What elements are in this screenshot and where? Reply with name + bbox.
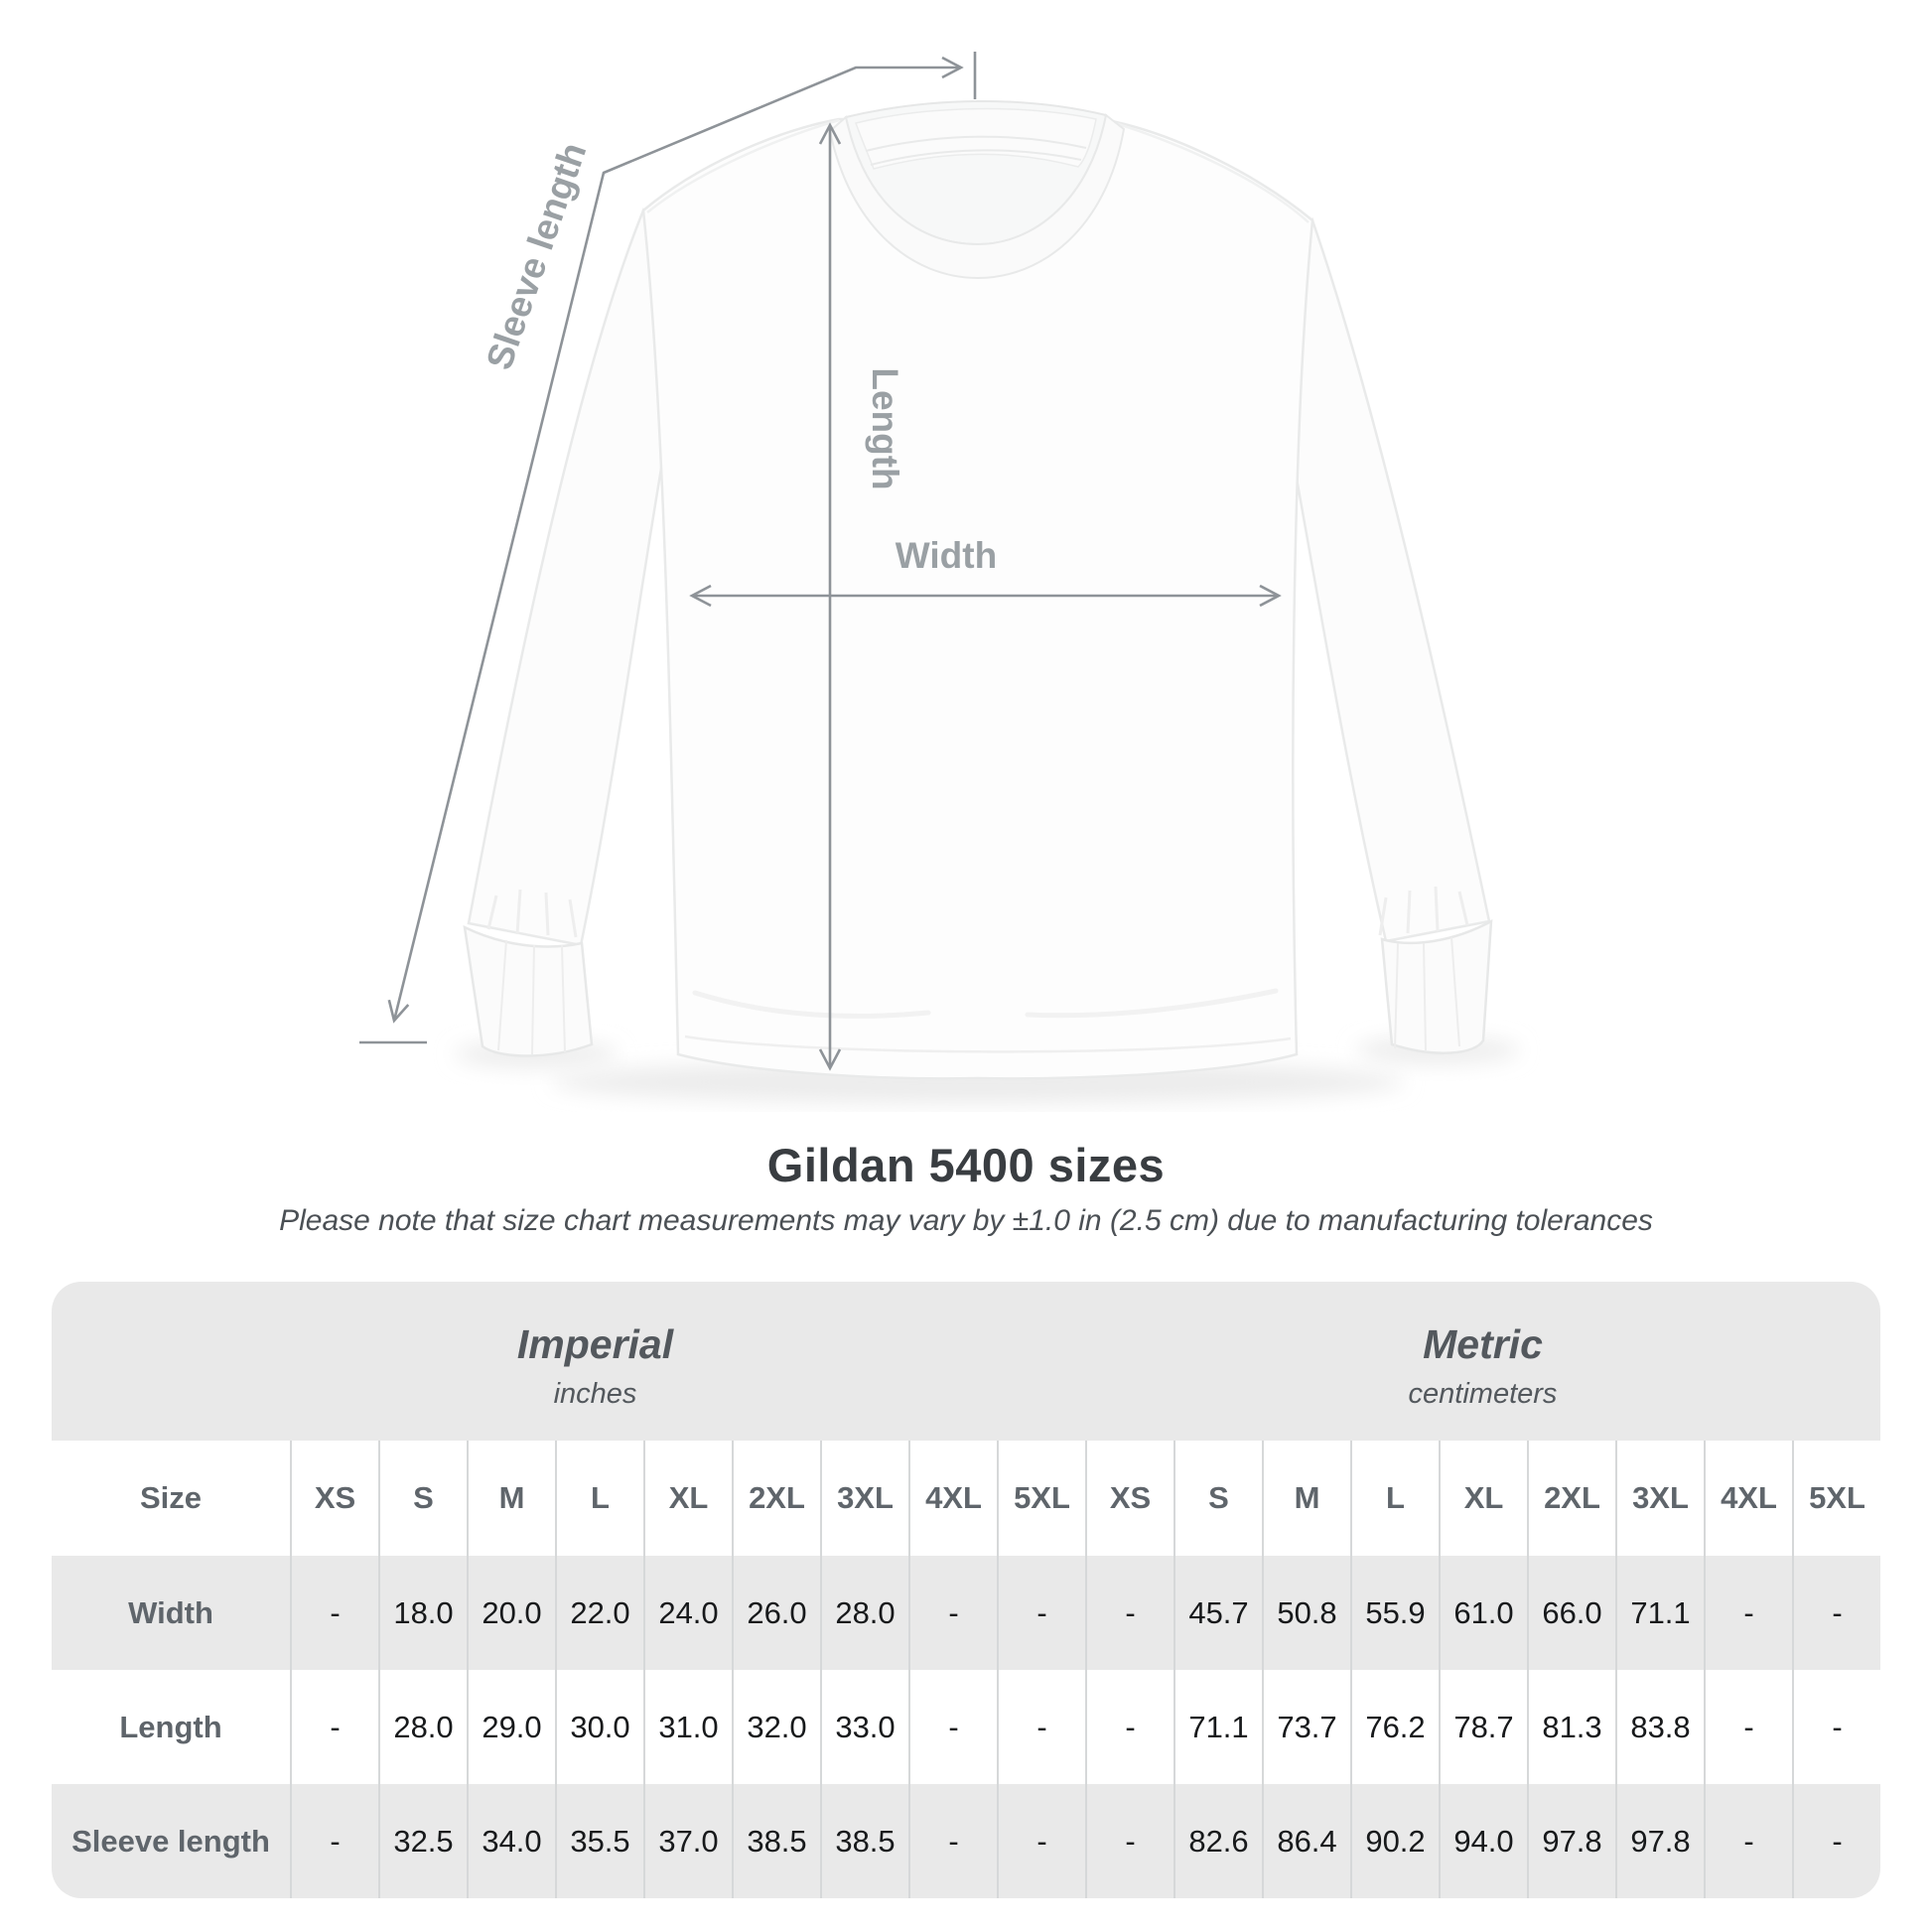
- value-cell: 97.8: [1615, 1784, 1704, 1898]
- column-header-metric-l: L: [1350, 1441, 1439, 1556]
- column-header-imperial-l: L: [555, 1441, 643, 1556]
- column-header-imperial-3xl: 3XL: [820, 1441, 908, 1556]
- value-cell: -: [997, 1784, 1085, 1898]
- value-cell: 29.0: [467, 1670, 555, 1784]
- value-cell: 33.0: [820, 1670, 908, 1784]
- value-cell: 37.0: [643, 1784, 732, 1898]
- value-cell: 32.0: [732, 1670, 820, 1784]
- left-cuff: [465, 927, 592, 1056]
- imperial-label: Imperial: [516, 1320, 674, 1367]
- value-cell: -: [908, 1784, 997, 1898]
- page-title: Gildan 5400 sizes: [766, 1139, 1166, 1191]
- value-cell: 50.8: [1262, 1556, 1350, 1670]
- column-header-metric-5xl: 5XL: [1792, 1441, 1880, 1556]
- value-cell: 97.8: [1527, 1784, 1615, 1898]
- value-cell: 61.0: [1439, 1556, 1527, 1670]
- value-cell: 90.2: [1350, 1784, 1439, 1898]
- value-cell: 31.0: [643, 1670, 732, 1784]
- value-cell: 78.7: [1439, 1670, 1527, 1784]
- shirt-illustration: [455, 101, 1519, 1104]
- column-header-metric-xl: XL: [1439, 1441, 1527, 1556]
- column-header-metric-4xl: 4XL: [1704, 1441, 1792, 1556]
- column-header-imperial-4xl: 4XL: [908, 1441, 997, 1556]
- value-cell: 30.0: [555, 1670, 643, 1784]
- column-header-metric-s: S: [1173, 1441, 1262, 1556]
- value-cell: -: [1792, 1670, 1880, 1784]
- column-header-imperial-xs: XS: [290, 1441, 378, 1556]
- column-header-imperial-5xl: 5XL: [997, 1441, 1085, 1556]
- value-cell: 83.8: [1615, 1670, 1704, 1784]
- value-cell: 28.0: [378, 1670, 467, 1784]
- row-label-length: Length: [119, 1709, 222, 1744]
- size-table-container: [52, 1282, 1880, 1898]
- measurement-row-sleeve-length: [52, 1784, 1880, 1898]
- right-cuff: [1382, 921, 1491, 1053]
- value-cell: 26.0: [732, 1556, 820, 1670]
- value-cell: -: [290, 1556, 378, 1670]
- tolerance-note: Please note that size chart measurements may vary by ±1.0 in (2.5 cm) due to manufacturing tolerances: [279, 1204, 1653, 1237]
- column-header-imperial-m: M: [467, 1441, 555, 1556]
- value-cell: 71.1: [1615, 1556, 1704, 1670]
- value-cell: 76.2: [1350, 1670, 1439, 1784]
- value-cell: 81.3: [1527, 1670, 1615, 1784]
- value-cell: 22.0: [555, 1556, 643, 1670]
- size-table: [52, 1282, 1880, 1898]
- imperial-group-header: [52, 1282, 1085, 1441]
- value-cell: 24.0: [643, 1556, 732, 1670]
- value-cell: 86.4: [1262, 1784, 1350, 1898]
- measurement-row-length: [52, 1670, 1880, 1784]
- value-cell: -: [1085, 1556, 1173, 1670]
- value-cell: -: [290, 1784, 378, 1898]
- value-cell: 20.0: [467, 1556, 555, 1670]
- column-header-imperial-2xl: 2XL: [732, 1441, 820, 1556]
- value-cell: 38.5: [820, 1784, 908, 1898]
- row-label-sleeve-length: Sleeve length: [71, 1823, 270, 1859]
- value-cell: -: [1085, 1784, 1173, 1898]
- value-cell: 32.5: [378, 1784, 467, 1898]
- value-cell: 28.0: [820, 1556, 908, 1670]
- value-cell: 82.6: [1173, 1784, 1262, 1898]
- imperial-unit-label: inches: [553, 1377, 637, 1410]
- length-label: Length: [865, 367, 905, 490]
- column-header-metric-2xl: 2XL: [1527, 1441, 1615, 1556]
- value-cell: -: [1792, 1784, 1880, 1898]
- unit-group-row: [52, 1282, 1880, 1441]
- sleeve-length-label: Sleeve length: [478, 137, 595, 375]
- value-cell: -: [997, 1556, 1085, 1670]
- column-header-imperial-s: S: [378, 1441, 467, 1556]
- value-cell: -: [1704, 1784, 1792, 1898]
- measurement-row-width: [52, 1556, 1880, 1670]
- value-cell: -: [1704, 1556, 1792, 1670]
- value-cell: 73.7: [1262, 1670, 1350, 1784]
- value-cell: 34.0: [467, 1784, 555, 1898]
- width-label: Width: [895, 535, 998, 576]
- value-cell: -: [290, 1670, 378, 1784]
- size-header-row: [52, 1441, 1880, 1556]
- metric-unit-label: centimeters: [1408, 1377, 1558, 1410]
- value-cell: -: [1085, 1670, 1173, 1784]
- value-cell: 35.5: [555, 1784, 643, 1898]
- value-cell: 18.0: [378, 1556, 467, 1670]
- value-cell: 45.7: [1173, 1556, 1262, 1670]
- size-column-header: Size: [52, 1441, 290, 1556]
- value-cell: -: [908, 1670, 997, 1784]
- metric-group-header: [1085, 1282, 1880, 1441]
- column-header-metric-3xl: 3XL: [1615, 1441, 1704, 1556]
- row-label-width: Width: [128, 1594, 213, 1630]
- value-cell: -: [1704, 1670, 1792, 1784]
- column-header-metric-xs: XS: [1085, 1441, 1173, 1556]
- value-cell: 71.1: [1173, 1670, 1262, 1784]
- value-cell: 66.0: [1527, 1556, 1615, 1670]
- value-cell: 94.0: [1439, 1784, 1527, 1898]
- value-cell: 55.9: [1350, 1556, 1439, 1670]
- metric-label: Metric: [1423, 1320, 1543, 1367]
- value-cell: -: [997, 1670, 1085, 1784]
- column-header-imperial-xl: XL: [643, 1441, 732, 1556]
- value-cell: -: [1792, 1556, 1880, 1670]
- value-cell: -: [908, 1556, 997, 1670]
- size-table-body: [52, 1556, 1880, 1898]
- value-cell: 38.5: [732, 1784, 820, 1898]
- column-header-metric-m: M: [1262, 1441, 1350, 1556]
